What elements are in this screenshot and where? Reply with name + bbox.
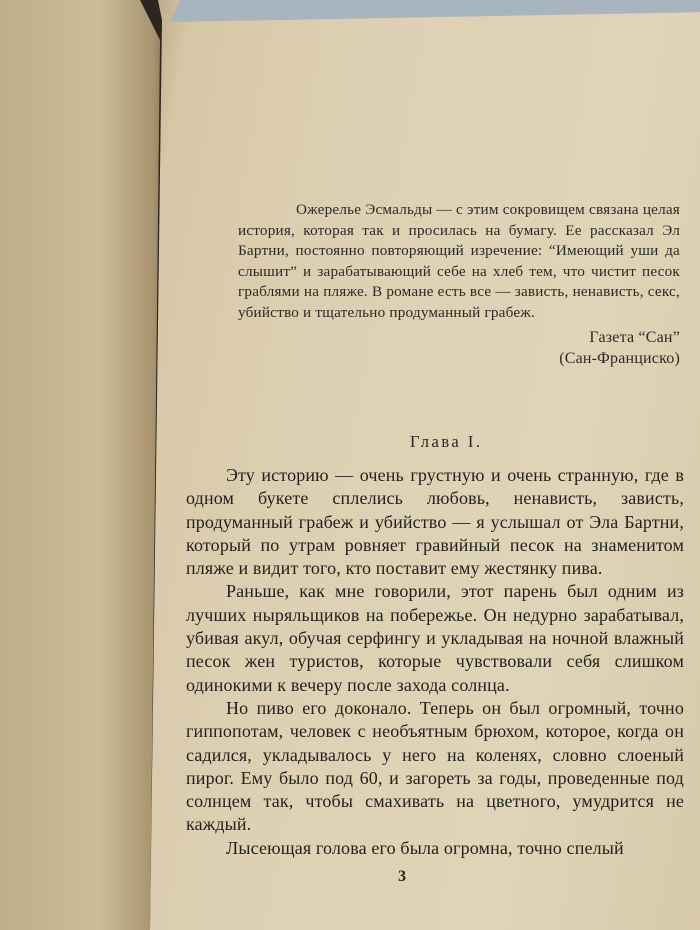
chapter-body (186, 464, 684, 860)
paragraph-2: Раньше, как мне говорили, этот парень был одним из лучших ныряльщиков на побережье. Он недурно зарабатывал, убивая акул, обучая серфингу и укладывая на ночной влажный песок жен туристов, которые чувствовали себя слишком одинокими к вечеру после захода солнца. (186, 581, 684, 695)
paragraph-1: Эту историю — очень грустную и очень странную, где в одном букете сплелись любовь, ненависть, зависть, продуманный грабеж и убийство — я услышал от Эла Бартни, который по утрам ровняет гравийный песок на знаменитом пляже и видит того, кто поставит ему жестянку пива. (186, 465, 684, 579)
epigraph-source (238, 327, 680, 369)
paragraph-4: Лысеющая голова его была огромна, точно спелый (226, 837, 624, 858)
page-number: 3 (398, 868, 406, 885)
paragraph-3: Но пиво его доконало. Теперь он был огромный, точно гиппопотам, человек с необъятным брюхом, которое, когда он садился, укладывалось у него на коленях, словно слоеный пирог. Ему было под 60, и загореть за годы, проведенные под солнцем так, чтобы смахивать на цветного, умудрится не каждый. (186, 697, 684, 835)
chapter-title: Глава I. (410, 432, 483, 451)
epigraph-source-newspaper: Газета “Сан” (589, 329, 680, 346)
epigraph-source-city: (Сан-Франциско) (559, 350, 680, 367)
epigraph-text: Ожерелье Эсмальды — с этим сокровищем связана целая история, которая так и просилась на бумагу. Ее рассказал Эл Бартни, постоянно повторяющий изречение: “Имеющий уши да слышит” и зарабатывающий себе на хлеб тем, что чистит песок граблями на пляже. В романе есть все — зависть, ненависть, секс, убийство и тщательно продуманный грабеж. (238, 201, 680, 321)
epigraph (238, 200, 680, 369)
